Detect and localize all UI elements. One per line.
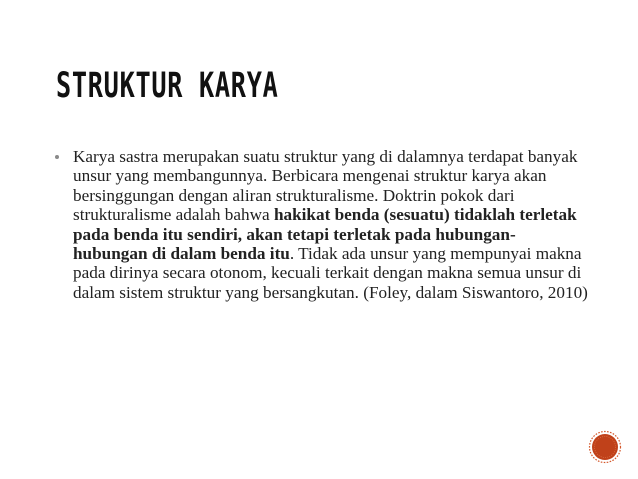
slide-title: STRUKTUR KARYA — [56, 66, 279, 106]
bullet-text-emphasis: hakikat benda (sesuatu) tidaklah terletak pada benda itu sendiri, akan tetapi terletak pada hubungan-hubungan di dalam benda itu — [73, 205, 577, 264]
bullet-list — [48, 147, 588, 302]
bullet-item — [48, 147, 588, 302]
bullet-text-conclusion: . Tidak ada unsur yang mempunyai makna pada dirinya secara otonom, kecuali terkait dengan makna semua unsur di dalam sistem struktur yang bersangkutan. (Foley, dalam Siswantoro, 2010) — [73, 244, 588, 302]
bullet-dot-icon — [55, 155, 59, 159]
sun-circle-icon — [588, 430, 622, 464]
bullet-text-intro: Karya sastra merupakan suatu struktur yang di dalamnya terdapat banyak unsur yang membangunnya. Berbicara mengenai struktur karya akan bersinggungan dengan aliran strukturalisme. Doktrin pokok dari strukturalisme adalah bahwa — [73, 147, 578, 225]
